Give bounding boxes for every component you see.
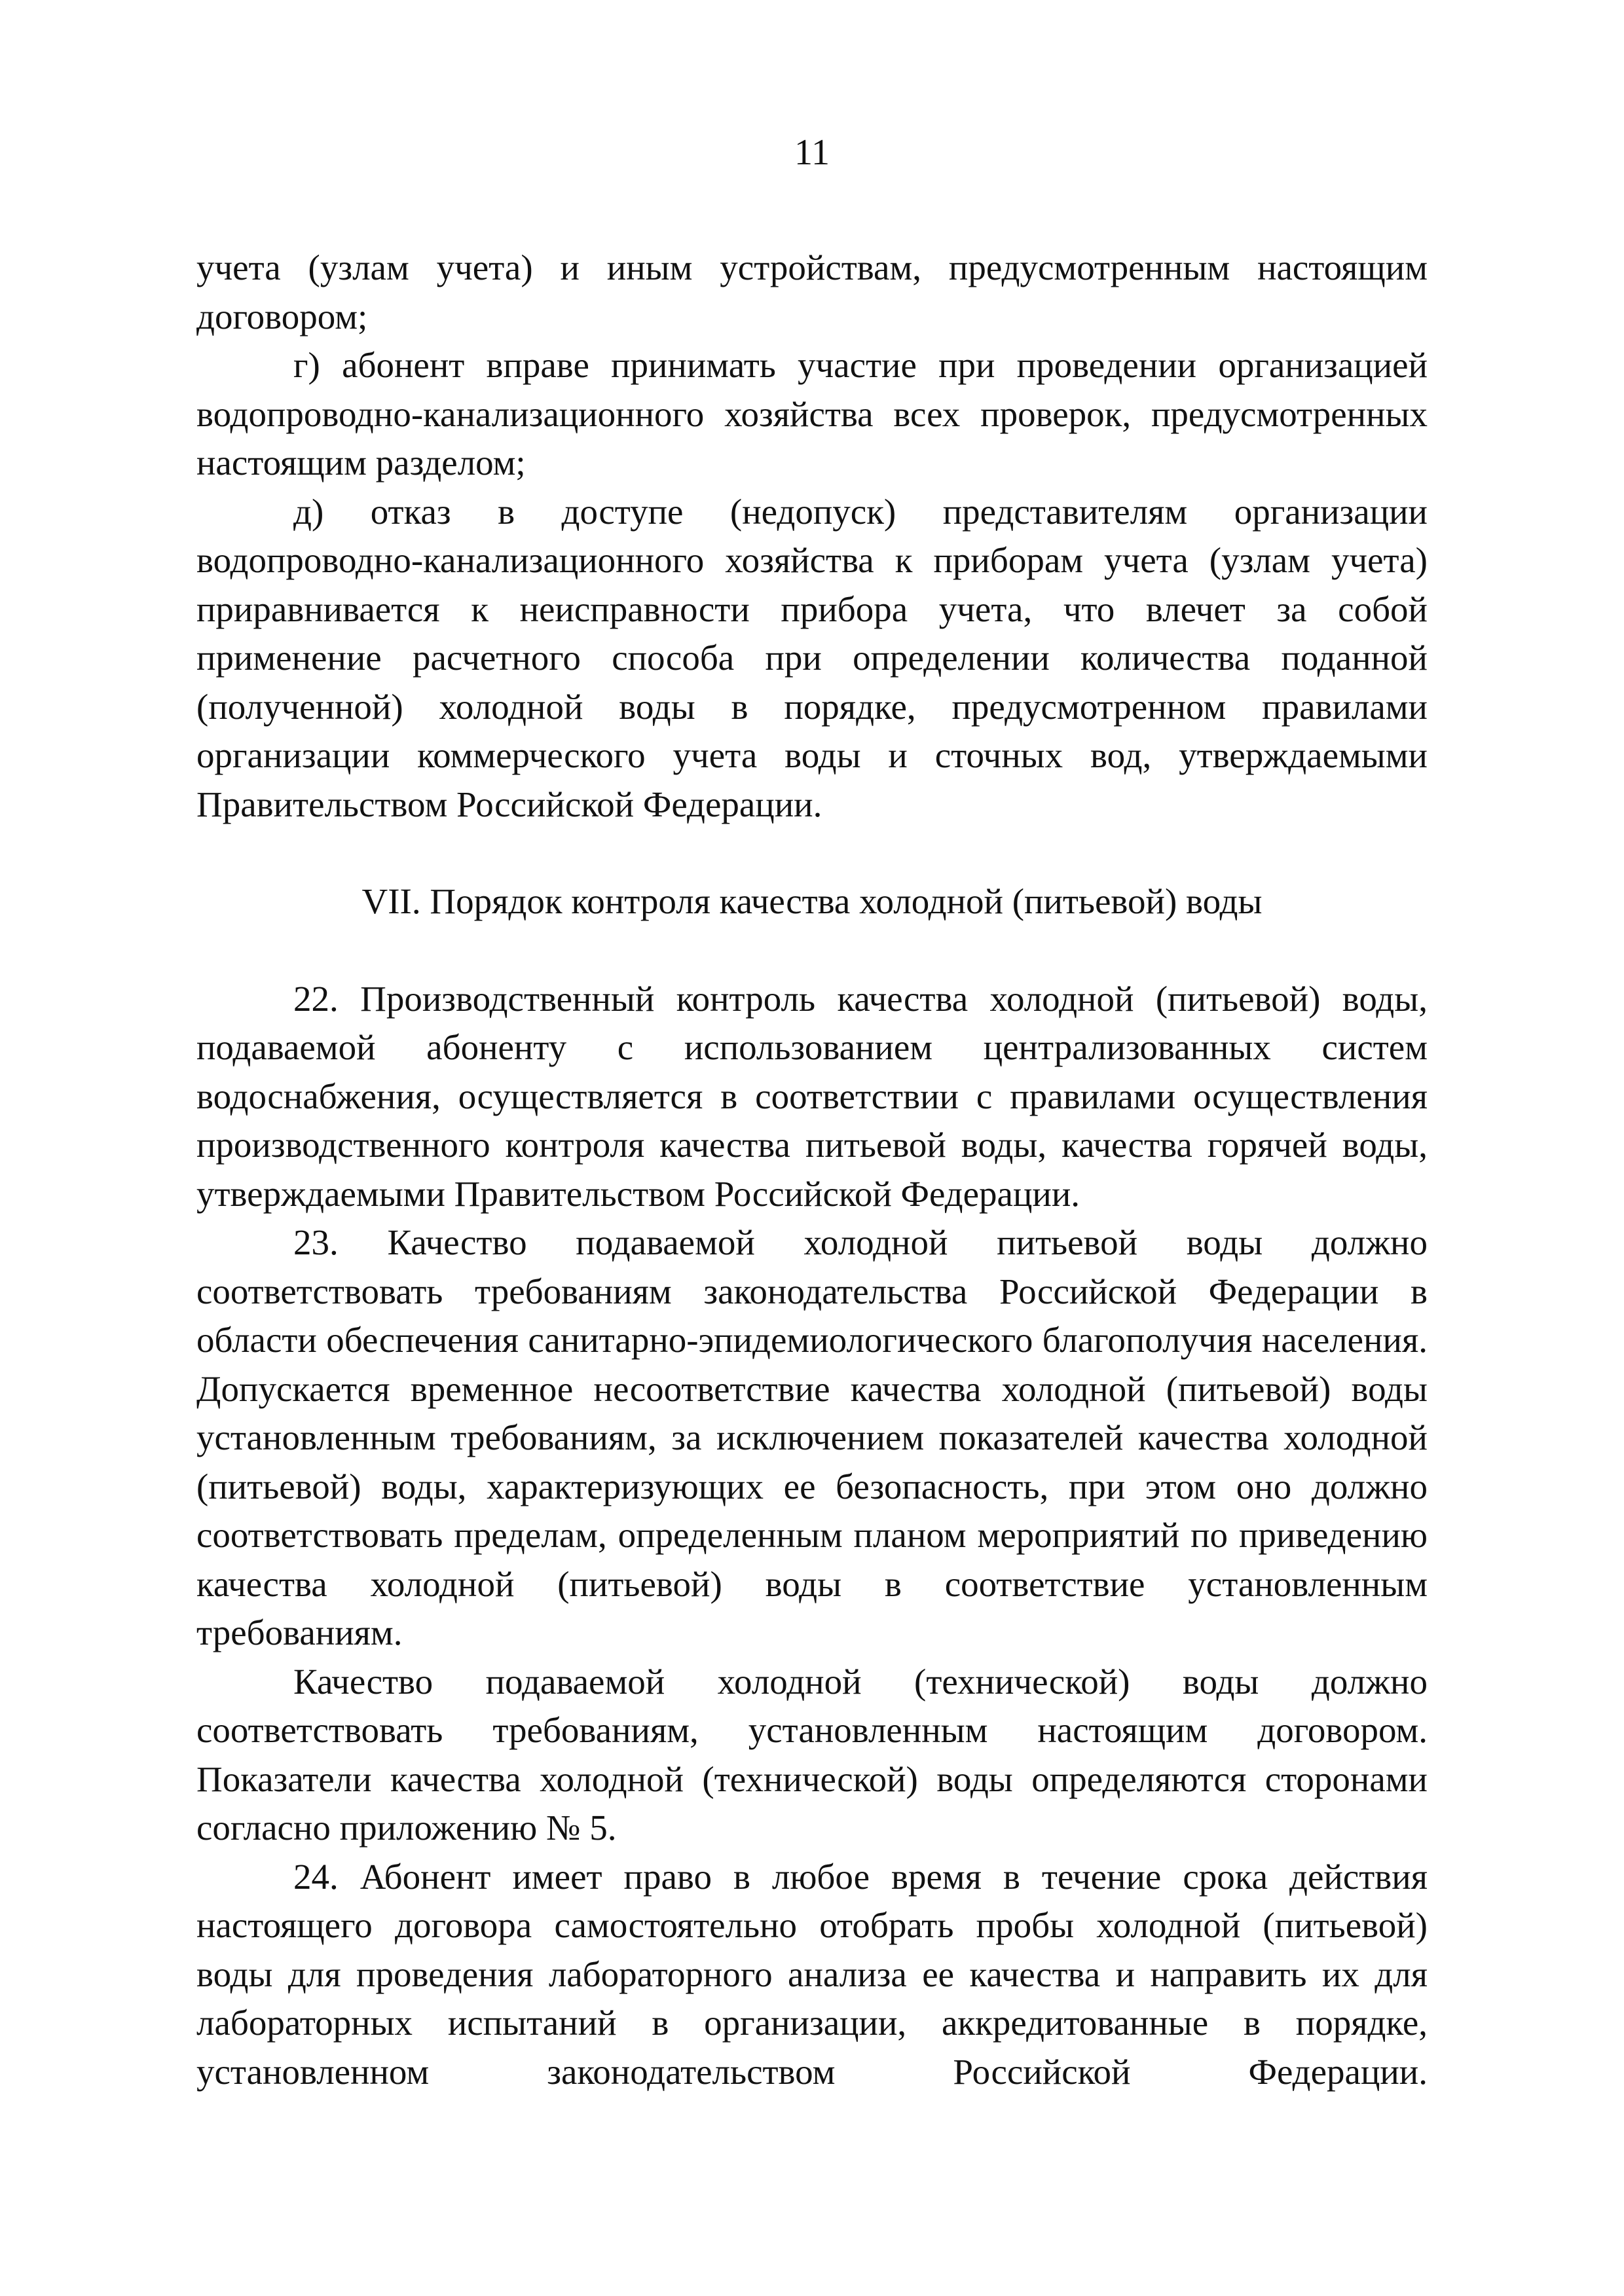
section-heading: VII. Порядок контроля качества холодной (питьевой) воды <box>361 881 1263 921</box>
page-number: 11 <box>794 132 830 173</box>
paragraph-22: 22. Производственный контроль качества холодной (питьевой) воды, подаваемой абоненту с использованием централизованных систем водоснабжения, осуществляется в соответствии с правилами осуществления производственного контроля качества питьевой воды, качества горячей воды, утверждаемыми Правительством Российской Федерации. <box>196 978 1428 1214</box>
paragraph-item-d: д) отказ в доступе (недопуск) представителям организации водопроводно-канализационного хозяйства к приборам учета (узлам учета) приравнивается к неисправности прибора учета, что влечет за собой применение расчетного способа при определении количества поданной (полученной) холодной воды в порядке, предусмотренном правилами организации коммерческого учета воды и сточных вод, утверждаемыми Правительством Российской Федерации. <box>196 491 1428 824</box>
document-body <box>196 244 1428 2096</box>
paragraph-item-g: г) абонент вправе принимать участие при проведении организацией водопроводно-канализационного хозяйства всех проверок, предусмотренных настоящим разделом; <box>196 345 1428 483</box>
paragraph-24: 24. Абонент имеет право в любое время в течение срока действия настоящего договора самостоятельно отобрать пробы холодной (питьевой) воды для проведения лабораторного анализа ее качества и направить их для лабораторных испытаний в организации, аккредитованные в порядке, установленном законодательством Российской Федерации. <box>196 1856 1428 2092</box>
paragraph-continued: учета (узлам учета) и иным устройствам, предусмотренным настоящим договором; <box>196 247 1428 337</box>
paragraph-23: 23. Качество подаваемой холодной питьевой воды должно соответствовать требованиям законодательства Российской Федерации в области обеспечения санитарно-эпидемиологического благополучия населения. Допускается временное несоответствие качества холодной (питьевой) воды установленным требованиям, за исключением показателей качества холодной (питьевой) воды, характеризующих ее безопасность, при этом оно должно соответствовать пределам, определенным планом мероприятий по приведению качества холодной (питьевой) воды в соответствие установленным требованиям. <box>196 1222 1428 1652</box>
paragraph-23-technical: Качество подаваемой холодной (технической) воды должно соответствовать требованиям, установленным настоящим договором. Показатели качества холодной (технической) воды определяются сторонами согласно приложению № 5. <box>196 1661 1428 1848</box>
